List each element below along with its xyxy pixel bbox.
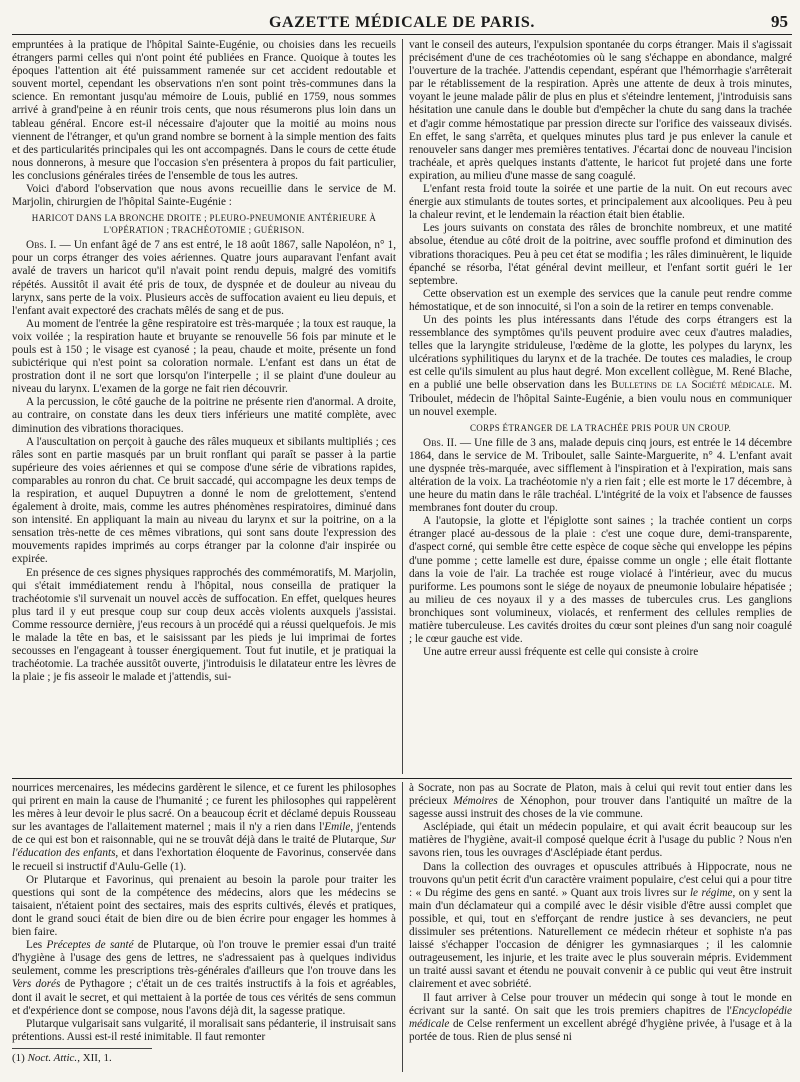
text-run: de Celse renferment un excellent abrégé d'hygiène privée, à l'usage et à la portée de tous. Rien de plus sensé ni xyxy=(409,1017,792,1043)
paragraph xyxy=(12,939,396,1018)
footnote-source: Noct. Attic. xyxy=(27,1051,78,1064)
paragraph: Or Plutarque et Favorinus, qui prenaient au besoin la parole pour traiter les questions qui sont de la compétence des médecins, alors que les médecins se taisaient, n'étaient point des sectaires, mais des esprits cultivés, élevés et pratiques, dont le grand souci était de bien dire ou de bien écrire pour engager les hommes à bien faire. xyxy=(12,873,396,939)
text-run: nourrices mercenaires, les médecins gardèrent le silence, et ce furent les philosophes qui prirent en main la cause de l'humanité ; ce furent les philosophes qui rappelèrent les mères à leur devoir le plus sacré. On a beaucoup écrit et déclamé depuis Rousseau sur les avantages de l'allaitement maternel ; mais il n'y a rien dans l' xyxy=(12,782,396,834)
text-run: Il faut arriver à Celse pour trouver un médecin qui songe à tout le monde en écrivant sur la santé. On sait que les trois premiers chapitres de l' xyxy=(409,991,792,1017)
title-regime: le régime xyxy=(689,886,733,899)
lower-right-column xyxy=(402,782,792,1072)
text-run: , j'entends de ce qui est bon et raisonnable, qui ne se trouvât déjà dans le traité de Plutarque, xyxy=(12,821,396,847)
paragraph: Au moment de l'entrée la gêne respiratoire est très-marquée ; la toux est rauque, la voix voilée ; la respiration haute et bruyante se renouvelle 56 fois par minute et le pouls est à 150 ; le visage est cyanosé ; la peau, chaude et moite, présente un fond subictérique qui n'est point sa coloration normale. L'enfant est dans un état de prostration dont il ne sort que lorsqu'on l'interpelle ; il se plaint d'une douleur au niveau du larynx. L'examen de la gorge ne fait rien découvrir. xyxy=(12,317,396,396)
paragraph: Une autre erreur aussi fréquente est celle qui consiste à croire xyxy=(423,646,699,659)
footnote-ref: , XII, 1. xyxy=(77,1051,112,1064)
upper-article xyxy=(12,39,792,774)
paragraph: Asclépiade, qui était un médecin populaire, et qui avait écrit beaucoup sur les matières de l'hygiène, avait-il composé quelque écrit à l'usage du public ? Nous n'en savons rien, tous les ouvrages d'Asclépiade étant perdus. xyxy=(409,821,792,860)
paragraph: Voici d'abord l'observation que nous avons recueillie dans le service de M. Marjolin, chirurgien de l'hôpital Sainte-Eugénie : xyxy=(12,183,396,209)
text-run: . M. Triboulet, médecin de l'hôpital Sainte-Eugénie, a bien voulu nous en communiquer un nouvel exemple. xyxy=(409,379,792,418)
paragraph: Les jours suivants on constata des râles de bronchite nombreux, et une matité absolue, étendue au côté droit de la poitrine, avec souffle profond et diminution des vibrations thoraciques. Peu à peu cet état se modifia ; les râles diminuèrent, le liquide épanché se résorba, l'état général devint meilleur, et l'enfant sortit guéri le 1er septembre. xyxy=(409,222,792,287)
title-emile: Emile xyxy=(324,821,351,834)
observation-paragraph xyxy=(409,437,792,516)
title-encyclopedie: Encyclopédie médicale xyxy=(409,1004,792,1030)
case-title: HARICOT DANS LA BRONCHE DROITE ; PLEURO-PNEUMONIE ANTÉRIEURE À L'OPÉRATION ; TRACHÉOTOMIE ; GUÉRISON. xyxy=(31,213,377,236)
footnote xyxy=(12,1048,152,1064)
text-run: Les xyxy=(26,939,47,952)
bulletins-title: Bulletins de la Société médicale xyxy=(611,379,772,392)
paragraph: empruntées à la pratique de l'hôpital Sainte-Eugénie, ou choisies dans les recueils étrangers parmi celles qui n'ont point été publiées en France. Quoique à toutes les époques l'attention ait été puissamment ramenée sur cet accident redoutable et souvent mortel, cependant les observations n'en sont point très-communes dans la science. En remontant jusqu'au mémoire de Louis, publié en 1759, nous sommes arrivé à grand'peine à en réunir trois cents, que nous résumerons plus loin dans un tableau général. Encore est-il nécessaire d'ajouter que la moitié au moins nous viennent de l'étranger, et qu'un grand nombre se bornent à la simple mention des faits et des particularités principales qui les ont accompagnés. Dans le cours de cette étude nous donnerons, à mesure que l'occasion s'en présentera à propos du fait particulier, les conclusions générales tirées de l'ensemble de tous les autres. xyxy=(12,39,396,182)
paragraph: A la percussion, le côté gauche de la poitrine ne présente rien d'anormal. A droite, au contraire, on constate dans les deux tiers inférieurs une matité complète, avec diminution des vibrations thoraciques. xyxy=(12,396,396,435)
paragraph xyxy=(409,782,792,821)
text-run: , on y sent la main d'un déclamateur qui a compilé avec le désir visible d'être aussi complet que possible, et qui, tout en s'efforçant de rendre justice à ses devanciers, ne peut dissimuler ses prétentions. Naturellement ce médecin rhéteur et sophiste n'a pas laissé s'échapper l'occasion de dénigrer les gymnasiarques ; il les calomnie outrageusement, les injurie, et les traite avec le plus souverain mépris. Evidemment un traité aussi savant et étendu ne pouvait convenir à ce public qui veut être instruit clairement et avec sobriété. xyxy=(409,886,792,991)
paragraph: A l'autopsie, la glotte et l'épiglotte sont saines ; la trachée contient un corps étranger placé au-dessous de la plaie : c'est une coque dure, demi-transparente, d'aspect corné, qui semble être cette espèce de coque sèche qui enveloppe les pépins d'une pomme ; cette lamelle est dure, épaisse comme un ongle ; elle était flottante dans la voie de l'air. La trachée est rouge violacé à l'intérieur, avec du mucus puriforme. Les poumons sont le siége de noyaux de pneumonie lobulaire hépatisée ; au milieu de ces noyaux il y a des masses de tubercules crus. Les ganglions bronchiques sont volumineux, violacés, et renferment des cellules remplies de matière tuberculeuse. Les cavités droites du cœur sont pleines d'un sang noir coagulé ; le cœur gauche est vide. xyxy=(409,515,792,646)
text-run: , et dans l'exhortation éloquente de Favorinus, conservée dans le recueil si instructif d'Aulu-Gelle (1). xyxy=(12,847,396,873)
paragraph: A l'auscultation on perçoit à gauche des râles muqueux et sibilants multipliés ; ces râles sont en partie masqués par un bruit ronflant qui paraît se passer à la partie supérieure des voies aériennes et qui se compose d'une série de vibrations rapides, comparables au ronron du chat. Ce bruit saccadé, qui accompagne les deux temps de la respiration, et auquel Dupuytren a donné le nom de grelottement, s'entend également à droite, mais, comme les autres phénomènes respiratoires, diminué dans son intensité. En appliquant la main au niveau du larynx et sur la poitrine, on a la sensation très-nette de ces mêmes vibrations, qui sont sans doute l'expression des mouvements rapides imprimés au corps étranger par la colonne d'air inspirée ou expirée. xyxy=(12,435,396,566)
title-memoires: Mémoires xyxy=(453,795,498,808)
title-preceptes: Préceptes de santé xyxy=(46,939,134,952)
text-run: de Xénophon, pour trouver dans l'antiquité un maître de la sagesse aussi instruit des choses de la vie commune. xyxy=(409,795,792,821)
lower-left-column xyxy=(12,782,402,1072)
page-number: 95 xyxy=(771,12,788,31)
text-run: à Socrate, non pas au Socrate de Platon, mais à celui qui revit tout entier dans les précieux xyxy=(409,782,792,808)
footnote-marker: (1) xyxy=(12,1051,28,1064)
right-column xyxy=(402,39,792,774)
text-run: Dans la collection des ouvrages et opuscules attribués à Hippocrate, nous ne trouvons qu'un petit écrit d'un caractère vraiment populaire, c'est celui qui a pour titre : « Du régime des gens en santé. » Quant aux trois livres sur xyxy=(409,860,792,899)
observation-label: Obs. I. xyxy=(26,239,57,252)
paragraph: L'enfant resta froid toute la soirée et une partie de la nuit. On eut recours avec énergie aux stimulants de toutes sortes, et principalement aux alcooliques. Peu à peu la chaleur revint, et le lendemain la réaction était bien établie. xyxy=(409,183,792,222)
paragraph: Plutarque vulgarisait sans vulgarité, il moralisait sans pédanterie, il instruisait sans prétentions. Aussi est-il resté inimitable. Il faut remonter xyxy=(12,1017,396,1043)
lower-feuilleton xyxy=(12,778,792,1072)
observation-label: Obs. II. xyxy=(423,436,457,449)
paragraph: vant le conseil des auteurs, l'expulsion spontanée du corps étranger. Mais il s'agissait précisément d'une de ces trachéotomies où le sang s'échappe en abondance, malgré l'ouverture de la trachée. J'attendis cependant, espérant que l'hémorrhagie s'arrêterait par le rétablissement de la respiration. Après une attente de deux à trois minutes, voyant le jeune malade pâlir de plus en plus et s'éteindre lentement, j'introduisis sans hésitation une canule dans le double but d'empêcher la chute du sang dans la trachée et d'agir comme hémostatique par pression directe sur l'orifice des vaisseaux divisés. En effet, le sang s'arrêta, et quelques minutes plus tard je pus enlever la canule et renouveler sans danger mes premières tentatives. J'écartai donc de nouveau l'incision trachéale, et après quelques instants d'attente, le haricot fut projeté dans une forte expiration, au milieu d'une masse de sang coagulé. xyxy=(409,39,792,182)
left-column xyxy=(12,39,402,774)
text-run: de Plutarque, où l'on trouve le premier essai d'un traité d'hygiène à l'usage des gens de lettres, ne s'adressaient pas à quelques individus seulement, comme les prescriptions très-générales d'ailleurs que l'on trouve dans les xyxy=(12,939,396,978)
case-title: CORPS ÉTRANGER DE LA TRACHÉE PRIS POUR UN CROUP. xyxy=(469,422,732,433)
title-vers-dores: Vers dorés xyxy=(12,978,61,991)
paragraph xyxy=(409,992,792,1044)
text-run: de Pythagore ; c'était un de ces traités instructifs à la fois et agréables, dont il avait le secret, et qui mettaient à la portée de tous ces vérités de sens commun et d'expérience dont se compose, nous l'avons déjà dit, la sagesse pratique. xyxy=(12,978,396,1017)
paragraph: Cette observation est un exemple des services que la canule peut rendre comme hémostatique, et de son innocuité, si l'on a soin de la retirer en temps convenable. xyxy=(409,287,792,313)
observation-text: — Une fille de 3 ans, malade depuis cinq jours, est entrée le 14 décembre 1864, dans le service de M. Triboulet, salle Sainte-Marguerite, n° 4. L'enfant avait une dyspnée très-marquée, avec sifflement à l'inspiration et à l'expiration, mais sans altération de la voix. La trachéotomie n'y a rien fait ; elle est morte le 17 décembre, à une heure du matin dans le râle trachéal. L'intégrité de la voix et l'absence de fausses membranes font douter du croup. xyxy=(409,436,792,515)
title-education: Sur l'éducation des enfants xyxy=(12,834,396,860)
paragraph xyxy=(409,861,792,992)
paragraph xyxy=(12,782,396,874)
paragraph xyxy=(409,314,792,419)
page-header xyxy=(12,6,792,35)
paragraph: En présence de ces signes physiques rapprochés des commémoratifs, M. Marjolin, qui s'était immédiatement rendu à l'hôpital, nous conseilla de pratiquer la trachéotomie s'il survenait un nouvel accès de suffocation. En effet, quelques heures plus tard il y eut presque coup sur coup deux accès violents auxquels j'assistai. Comme ressource dernière, j'eus recours à un procédé qui a réussi quelquefois. Je mis le malade la tête en bas, et le saisissant par les pieds je lui imprimai de fortes secousses en l'engageant à tousser énergiquement. Tout fut inutile, et je pratiquai la trachéotomie. La trachée aussitôt ouverte, j'introduisis le dilatateur entre les lèvres de la plaie ; je fis asseoir le malade et j'attendis, sui- xyxy=(12,566,396,684)
observation-text: — Un enfant âgé de 7 ans est entré, le 18 août 1867, salle Napoléon, n° 1, pour un corps étranger des voies aériennes. Quatre jours auparavant l'enfant avait avalé de travers un haricot qu'il n'avait point rendu depuis, malgré des vomitifs répétés. Aussitôt il avait été pris de toux, de dyspnée et de douleur au niveau du larynx, sans perte de la voix. Plusieurs accès de suffocation avaient eu lieu depuis, et l'enfant avait expectoré des crachats mêlés de sang et de pus. xyxy=(12,239,396,317)
publication-title: GAZETTE MÉDICALE DE PARIS. xyxy=(268,14,535,31)
text-run: Un des points les plus intéressants dans l'étude des corps étrangers est la ressemblance des symptômes qu'ils peuvent produire avec ceux d'autres maladies, telles que la laryngite striduleuse, l'œdème de la glotte, les polypes du larynx, les ulcérations syphilitiques du larynx et de la trachée. De toutes ces maladies, le croup est celle qu'ils simulent au plus haut degré. Mon excellent collègue, M. René Blache, en a publié une belle observation dans les xyxy=(409,313,792,392)
observation-paragraph xyxy=(12,239,396,318)
